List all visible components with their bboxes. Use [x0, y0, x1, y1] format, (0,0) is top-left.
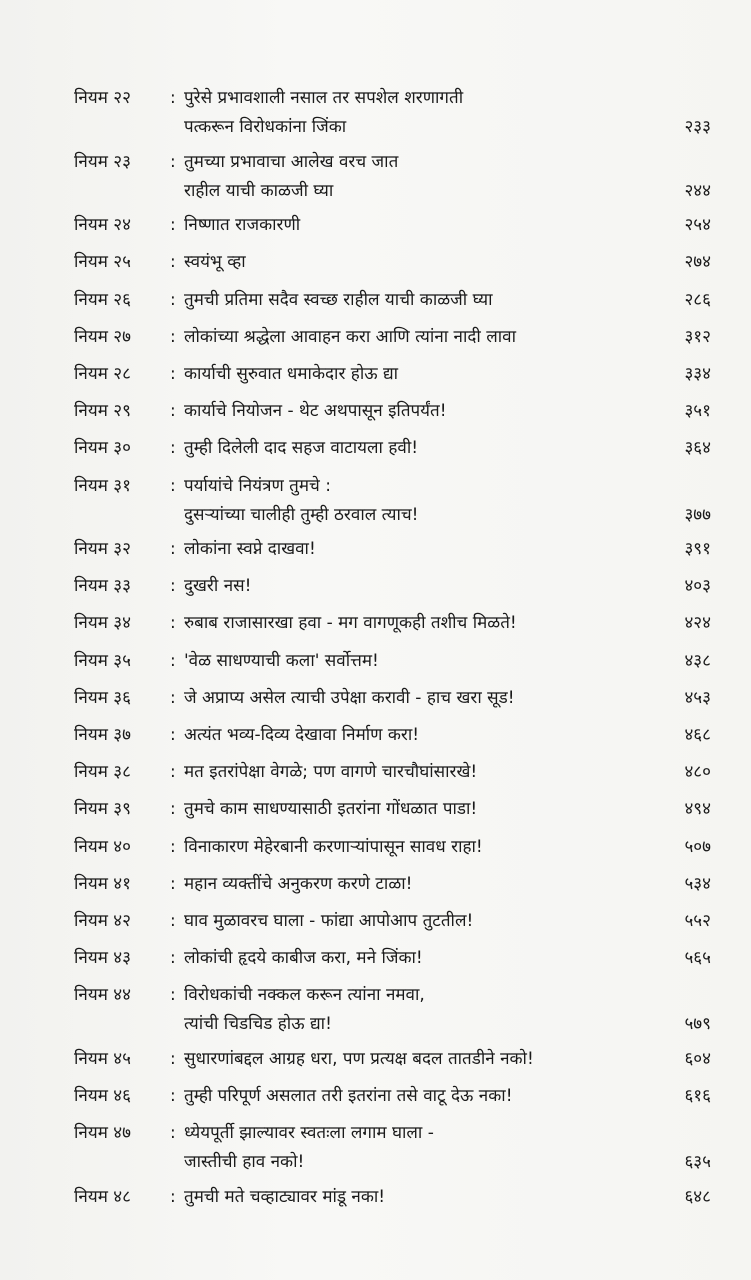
page-number: ३६४ [684, 438, 711, 459]
rule-number: नियम २३ [74, 151, 131, 172]
toc-entry [74, 721, 711, 752]
rule-number: नियम ४६ [74, 1086, 131, 1107]
colon-separator: : [170, 910, 176, 931]
colon-separator: : [170, 873, 176, 894]
colon-separator: : [170, 948, 176, 969]
rule-title [184, 833, 711, 862]
rule-title [184, 472, 711, 530]
rule-title-text: कार्याचे नियोजन - थेट अथपासून इतिपर्यंत! [184, 401, 447, 422]
rule-number: नियम ४१ [74, 873, 131, 894]
rule-number: नियम २६ [74, 289, 131, 310]
rule-title-line [184, 647, 711, 676]
page-number: ५५२ [684, 910, 711, 931]
rule-title-text: कार्याची सुरुवात धमाकेदार होऊ द्या [184, 363, 399, 384]
colon-separator: : [170, 687, 176, 708]
toc-entry [74, 1183, 711, 1214]
rule-number: नियम ३६ [74, 687, 131, 708]
rule-title [184, 572, 711, 601]
rule-number: नियम ४२ [74, 910, 131, 931]
rule-title [184, 870, 711, 899]
rule-title-text: मत इतरांपेक्षा वेगळे; पण वागणे चारचौघांसारखे! [184, 762, 478, 783]
rule-number: नियम २४ [74, 215, 131, 236]
page-number: ४६८ [684, 725, 711, 746]
colon-separator: : [170, 88, 176, 108]
rule-title-text: घाव मुळावरच घाला - फांद्या आपोआप तुटतील! [184, 910, 474, 931]
rule-number: नियम ३७ [74, 725, 131, 746]
page-number: ४८० [684, 762, 711, 783]
rule-title-line [184, 1082, 711, 1111]
rule-title [184, 1183, 711, 1212]
colon-separator: : [170, 613, 176, 634]
rule-title-text: लोकांना स्वप्ने दाखवा! [184, 539, 316, 560]
toc-entry [74, 211, 711, 242]
rule-title [184, 1082, 711, 1111]
rule-title [184, 944, 711, 973]
rule-title-line [184, 535, 711, 564]
rule-title-text: दुखरी नस! [184, 576, 252, 597]
colon-separator: : [170, 215, 176, 236]
rule-title-text: विनाकारण मेहेरबानी करणाऱ्यांपासून सावध राहा! [184, 836, 483, 857]
rule-title-line [184, 434, 711, 463]
rule-title [184, 84, 711, 142]
rule-title-text: तुमचे काम साधण्यासाठी इतरांना गोंधळात पाडा! [184, 799, 478, 820]
rule-title-text: तुम्ही दिलेली दाद सहज वाटायला हवी! [184, 438, 419, 459]
toc-entry [74, 684, 711, 715]
toc-entry [74, 360, 711, 391]
rule-title [184, 360, 711, 389]
toc-entry [74, 434, 711, 465]
rule-number: नियम ३८ [74, 762, 131, 783]
rule-title-line [184, 148, 711, 177]
rule-number: नियम ४५ [74, 1048, 131, 1069]
rule-title-line [184, 501, 711, 530]
rule-number: नियम ३५ [74, 650, 131, 671]
toc-entry [74, 833, 711, 864]
rule-title-line [184, 758, 711, 787]
toc-entry [74, 981, 711, 1039]
rule-title-text: जास्तीची हाव नको! [184, 1152, 305, 1173]
page-number: ६०४ [684, 1048, 711, 1069]
toc-entry [74, 148, 711, 206]
rule-number: नियम २८ [74, 363, 131, 384]
rule-number: नियम ४७ [74, 1123, 131, 1144]
rule-title-text: तुमची प्रतिमा सदैव स्वच्छ राहील याची काळजी घ्या [184, 289, 493, 310]
rule-number: नियम ३२ [74, 539, 131, 560]
colon-separator: : [170, 799, 176, 820]
rule-title [184, 434, 711, 463]
rule-title-line [184, 721, 711, 750]
colon-separator: : [170, 363, 176, 384]
rule-title-line [184, 113, 711, 142]
rule-title-line [184, 609, 711, 638]
colon-separator: : [170, 326, 176, 347]
rule-number: नियम ४३ [74, 948, 131, 969]
rule-number: नियम २७ [74, 326, 131, 347]
rule-title-text: 'वेळ साधण्याची कला' सर्वोत्तम! [184, 650, 379, 671]
rule-title-text: निष्णात राजकारणी [184, 215, 301, 236]
toc-entry [74, 1119, 711, 1177]
toc-entry [74, 795, 711, 826]
toc-entry [74, 870, 711, 901]
rule-title-line [184, 795, 711, 824]
page-number: ३५१ [684, 401, 711, 422]
toc-entry [74, 758, 711, 789]
toc-entry [74, 323, 711, 354]
rule-title [184, 721, 711, 750]
rule-title-text: महान व्यक्तींचे अनुकरण करणे टाळा! [184, 873, 413, 894]
rule-title-line [184, 870, 711, 899]
rule-title-line [184, 397, 711, 426]
rule-title-text: जे अप्राप्य असेल त्याची उपेक्षा करावी - हाच खरा सूड! [184, 687, 515, 708]
colon-separator: : [170, 1186, 176, 1207]
rule-title-text: राहील याची काळजी घ्या [184, 180, 334, 201]
page-number: ५६५ [684, 948, 711, 969]
page-number: ६३५ [684, 1152, 711, 1173]
toc-entry [74, 572, 711, 603]
colon-separator: : [170, 401, 176, 422]
colon-separator: : [170, 1048, 176, 1069]
rule-title-text: सुधारणांबद्दल आग्रह धरा, पण प्रत्यक्ष बदल तातडीने नको! [184, 1048, 534, 1069]
page-number: २७४ [684, 252, 711, 273]
page-number: ४५३ [684, 687, 711, 708]
rule-title-text: त्यांची चिडचिड होऊ द्या! [184, 1014, 332, 1035]
rule-title-text: विरोधकांची नक्कल करून त्यांना नमवा, [184, 985, 425, 1006]
toc-entry [74, 907, 711, 938]
page-number: ४०३ [684, 576, 711, 597]
rule-title-line [184, 1119, 711, 1148]
page-number: ४३८ [684, 650, 711, 671]
rule-title-line [184, 286, 711, 315]
rule-title-text: रुबाब राजासारखा हवा - मग वागणूकही तशीच मिळते! [184, 613, 517, 634]
rule-number: नियम ३१ [74, 475, 131, 496]
rule-number: नियम २५ [74, 252, 131, 273]
page-number: ६१६ [684, 1086, 711, 1107]
rule-title-text: ध्येयपूर्ती झाल्यावर स्वतःला लगाम घाला - [184, 1123, 434, 1144]
rule-title-line [184, 472, 711, 501]
colon-separator: : [170, 725, 176, 746]
rule-title [184, 148, 711, 206]
rule-title-line [184, 84, 711, 113]
rule-title-line [184, 177, 711, 206]
rule-number: नियम ३४ [74, 613, 131, 634]
page-number: २४४ [684, 180, 711, 201]
rule-title-text: तुमच्या प्रभावाचा आलेख वरच जात [184, 151, 399, 172]
rule-title [184, 1045, 711, 1074]
colon-separator: : [170, 438, 176, 459]
rule-title-text: पर्यायांचे नियंत्रण तुमचे : [184, 475, 331, 496]
colon-separator: : [170, 1086, 176, 1107]
rule-title [184, 1119, 711, 1177]
rule-number: नियम ४० [74, 836, 131, 857]
rule-title-text: पुरेसे प्रभावशाली नसाल तर सपशेल शरणागती [184, 88, 464, 108]
rule-title-line [184, 981, 711, 1010]
toc-entry [74, 944, 711, 975]
toc-entry [74, 1082, 711, 1113]
page-number: २५४ [684, 215, 711, 236]
colon-separator: : [170, 836, 176, 857]
colon-separator: : [170, 475, 176, 496]
rule-number: नियम ३९ [74, 799, 131, 820]
rule-title [184, 795, 711, 824]
rule-title-line [184, 1010, 711, 1039]
toc-entry [74, 609, 711, 640]
rule-title [184, 981, 711, 1039]
rule-number: नियम ३० [74, 438, 131, 459]
rule-title [184, 248, 711, 277]
rule-title [184, 609, 711, 638]
rule-title-line [184, 1183, 711, 1212]
rule-number: नियम ४४ [74, 985, 131, 1006]
toc-entry [74, 248, 711, 279]
page-number: ५७९ [684, 1014, 711, 1035]
colon-separator: : [170, 650, 176, 671]
rule-title-text: लोकांची हृदये काबीज करा, मने जिंका! [184, 948, 423, 969]
colon-separator: : [170, 252, 176, 273]
colon-separator: : [170, 151, 176, 172]
rule-title-text: लोकांच्या श्रद्धेला आवाहन करा आणि त्यांना नादी लावा [184, 326, 517, 347]
rule-number: नियम २९ [74, 401, 131, 422]
colon-separator: : [170, 576, 176, 597]
rule-title [184, 535, 711, 564]
rule-number: नियम ३३ [74, 576, 131, 597]
page-number: २३३ [684, 117, 711, 137]
toc-entry [74, 1045, 711, 1076]
rule-title-line [184, 572, 711, 601]
page-number: ४९४ [684, 799, 711, 820]
rule-title [184, 684, 711, 713]
rule-number: नियम ४८ [74, 1186, 131, 1207]
page-number: २८६ [684, 289, 711, 310]
colon-separator: : [170, 985, 176, 1006]
toc-entry [74, 286, 711, 317]
rule-title [184, 286, 711, 315]
rule-title-text: अत्यंत भव्य-दिव्य देखावा निर्माण करा! [184, 725, 420, 746]
page-number: ६४८ [684, 1186, 711, 1207]
rule-title-line [184, 323, 711, 352]
rule-title-text: तुम्ही परिपूर्ण असलात तरी इतरांना तसे वाटू देऊ नका! [184, 1086, 513, 1107]
rule-title [184, 647, 711, 676]
rule-title-text: तुमची मते चव्हाट्यावर मांडू नका! [184, 1186, 386, 1207]
rule-title-line [184, 1148, 711, 1177]
rule-title-line [184, 684, 711, 713]
rule-title-line [184, 1045, 711, 1074]
page-number: ५०७ [684, 836, 711, 857]
colon-separator: : [170, 289, 176, 310]
rule-title-line [184, 944, 711, 973]
colon-separator: : [170, 1123, 176, 1144]
page-number: ५३४ [684, 873, 711, 894]
toc-entry [74, 647, 711, 678]
table-of-contents [74, 84, 711, 1214]
rule-title-line [184, 248, 711, 277]
rule-title-text: पत्करून विरोधकांना जिंका [184, 117, 347, 137]
page-number: ४२४ [684, 613, 711, 634]
rule-title-line [184, 360, 711, 389]
toc-entry [74, 535, 711, 566]
rule-title [184, 758, 711, 787]
rule-title-line [184, 833, 711, 862]
page-number: ३१२ [684, 326, 711, 347]
colon-separator: : [170, 762, 176, 783]
rule-title [184, 323, 711, 352]
page-number: ३३४ [684, 363, 711, 384]
rule-title-line [184, 907, 711, 936]
rule-title-line [184, 211, 711, 240]
rule-title [184, 211, 711, 240]
rule-title [184, 907, 711, 936]
rule-number: नियम २२ [74, 88, 131, 108]
rule-title-text: दुसऱ्यांच्या चालीही तुम्ही ठरवाल त्याच! [184, 504, 419, 525]
page-number: ३७७ [684, 504, 711, 525]
rule-title [184, 397, 711, 426]
colon-separator: : [170, 539, 176, 560]
page-number: ३९१ [684, 539, 711, 560]
toc-entry [74, 84, 711, 142]
toc-entry [74, 472, 711, 530]
rule-title-text: स्वयंभू व्हा [184, 252, 246, 273]
toc-entry [74, 397, 711, 428]
